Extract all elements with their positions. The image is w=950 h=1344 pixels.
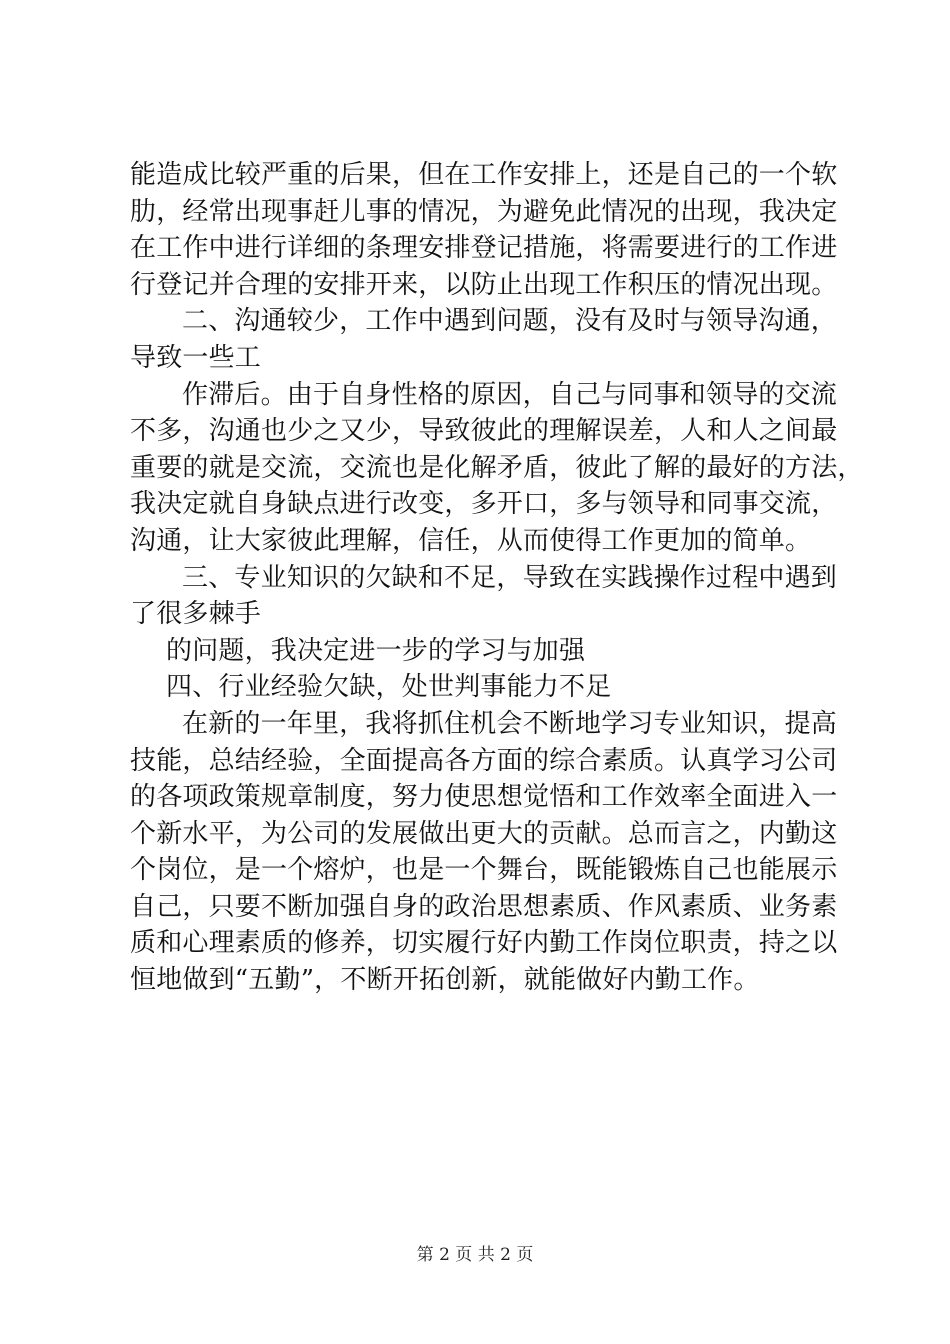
text-line: 的问题，我决定进一步的学习与加强 bbox=[166, 635, 586, 666]
text-line: 恒地做到“五勤”，不断开拓创新，就能做好内勤工作。 bbox=[130, 965, 760, 996]
text-line: 重要的就是交流，交流也是化解矛盾，彼此了解的最好的方法， bbox=[130, 452, 864, 483]
text-line: 在新的一年里，我将抓住机会不断地学习专业知识，提高 bbox=[182, 708, 838, 739]
text-line: 导致一些工 bbox=[130, 342, 262, 373]
text-line: 个岗位，是一个熔炉，也是一个舞台，既能锻炼自己也能展示 bbox=[130, 855, 838, 886]
section-heading-2: 二、沟通较少，工作中遇到问题，没有及时与领导沟通， bbox=[182, 306, 838, 337]
section-heading-3: 三、专业知识的欠缺和不足，导致在实践操作过程中遇到 bbox=[182, 562, 838, 593]
text-line: 的各项政策规章制度，努力使思想觉悟和工作效率全面进入一 bbox=[130, 782, 838, 813]
text-line: 技能，总结经验，全面提高各方面的综合素质。认真学习公司 bbox=[130, 745, 838, 776]
text-line: 不多，沟通也少之又少，导致彼此的理解误差，人和人之间最 bbox=[130, 416, 838, 447]
text-line: 行登记并合理的安排开来，以防止出现工作积压的情况出现。 bbox=[130, 269, 838, 300]
text-line: 在工作中进行详细的条理安排登记措施，将需要进行的工作进 bbox=[130, 233, 838, 264]
text-line: 作滞后。由于自身性格的原因，自己与同事和领导的交流 bbox=[182, 379, 838, 410]
text-line: 个新水平，为公司的发展做出更大的贡献。总而言之，内勤这 bbox=[130, 818, 838, 849]
body-text bbox=[130, 157, 864, 999]
text-line: 我决定就自身缺点进行改变，多开口，多与领导和同事交流， bbox=[130, 489, 838, 520]
text-line: 自己，只要不断加强自身的政治思想素质、作风素质、业务素 bbox=[130, 891, 838, 922]
text-line: 沟通，让大家彼此理解，信任，从而使得工作更加的简单。 bbox=[130, 525, 812, 556]
text-line: 能造成比较严重的后果，但在工作安排上，还是自己的一个软 bbox=[130, 160, 838, 190]
text-line: 质和心理素质的修养，切实履行好内勤工作岗位职责，持之以 bbox=[130, 928, 838, 959]
text-line: 了很多棘手 bbox=[130, 599, 262, 630]
page-number-footer: 第 2 页 共 2 页 bbox=[416, 1245, 534, 1265]
text-line: 肋，经常出现事赶儿事的情况，为避免此情况的出现，我决定 bbox=[130, 196, 838, 227]
section-heading-4: 四、行业经验欠缺，处世判事能力不足 bbox=[166, 672, 612, 703]
